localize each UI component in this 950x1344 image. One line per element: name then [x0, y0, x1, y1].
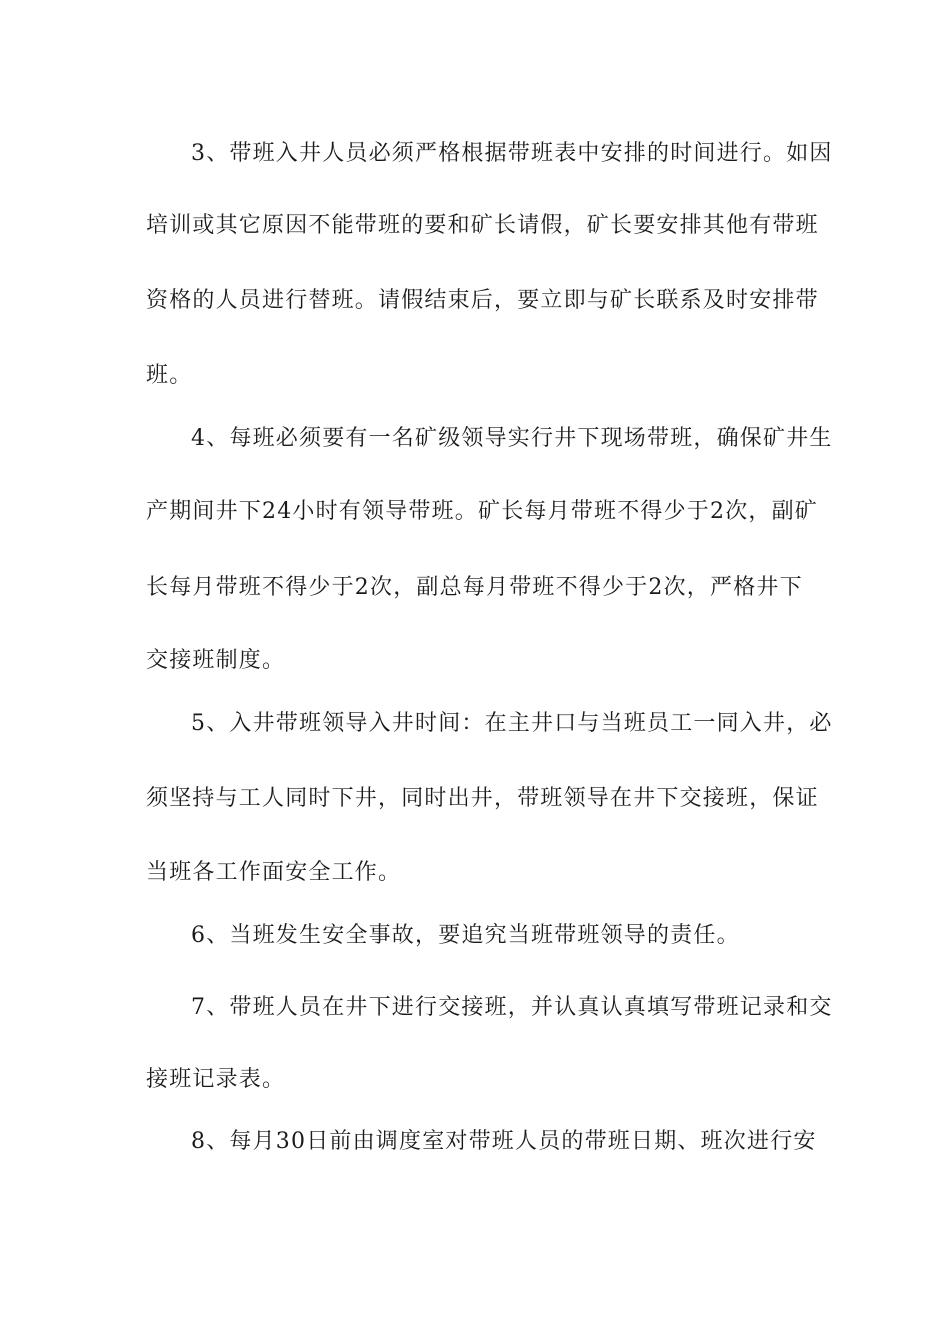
paragraph-3-line-1: 3、带班入井人员必须严格根据带班表中安排的时间进行。如因: [191, 141, 833, 166]
paragraph-3-line-3: 资格的人员进行替班。请假结束后，要立即与矿长联系及时安排带: [146, 288, 819, 313]
paragraph-4-line-2: 产期间井下24小时有领导带班。矿长每月带班不得少于2次，副矿: [146, 499, 818, 524]
paragraph-4-line-1: 4、每班必须要有一名矿级领导实行井下现场带班，确保矿井生: [191, 426, 833, 451]
paragraph-5-line-1: 5、入井带班领导入井时间：在主井口与当班员工一同入井，必: [191, 711, 833, 736]
paragraph-6-line-1: 6、当班发生安全事故，要追究当班带班领导的责任。: [191, 923, 740, 948]
paragraph-4-line-3: 长每月带班不得少于2次，副总每月带班不得少于2次，严格井下: [146, 575, 803, 600]
paragraph-5-line-3: 当班各工作面安全工作。: [146, 860, 402, 885]
paragraph-7-line-2: 接班记录表。: [146, 1067, 286, 1092]
paragraph-8-line-1: 8、每月30日前由调度室对带班人员的带班日期、班次进行安: [191, 1129, 817, 1154]
paragraph-4-line-4: 交接班制度。: [146, 648, 286, 673]
paragraph-3-line-2: 培训或其它原因不能带班的要和矿长请假，矿长要安排其他有带班: [146, 213, 819, 238]
paragraph-7-line-1: 7、带班人员在井下进行交接班，并认真认真填写带班记录和交: [191, 995, 833, 1020]
paragraph-5-line-2: 须坚持与工人同时下井，同时出井，带班领导在井下交接班，保证: [146, 786, 819, 811]
paragraph-3-line-4: 班。: [146, 363, 193, 388]
